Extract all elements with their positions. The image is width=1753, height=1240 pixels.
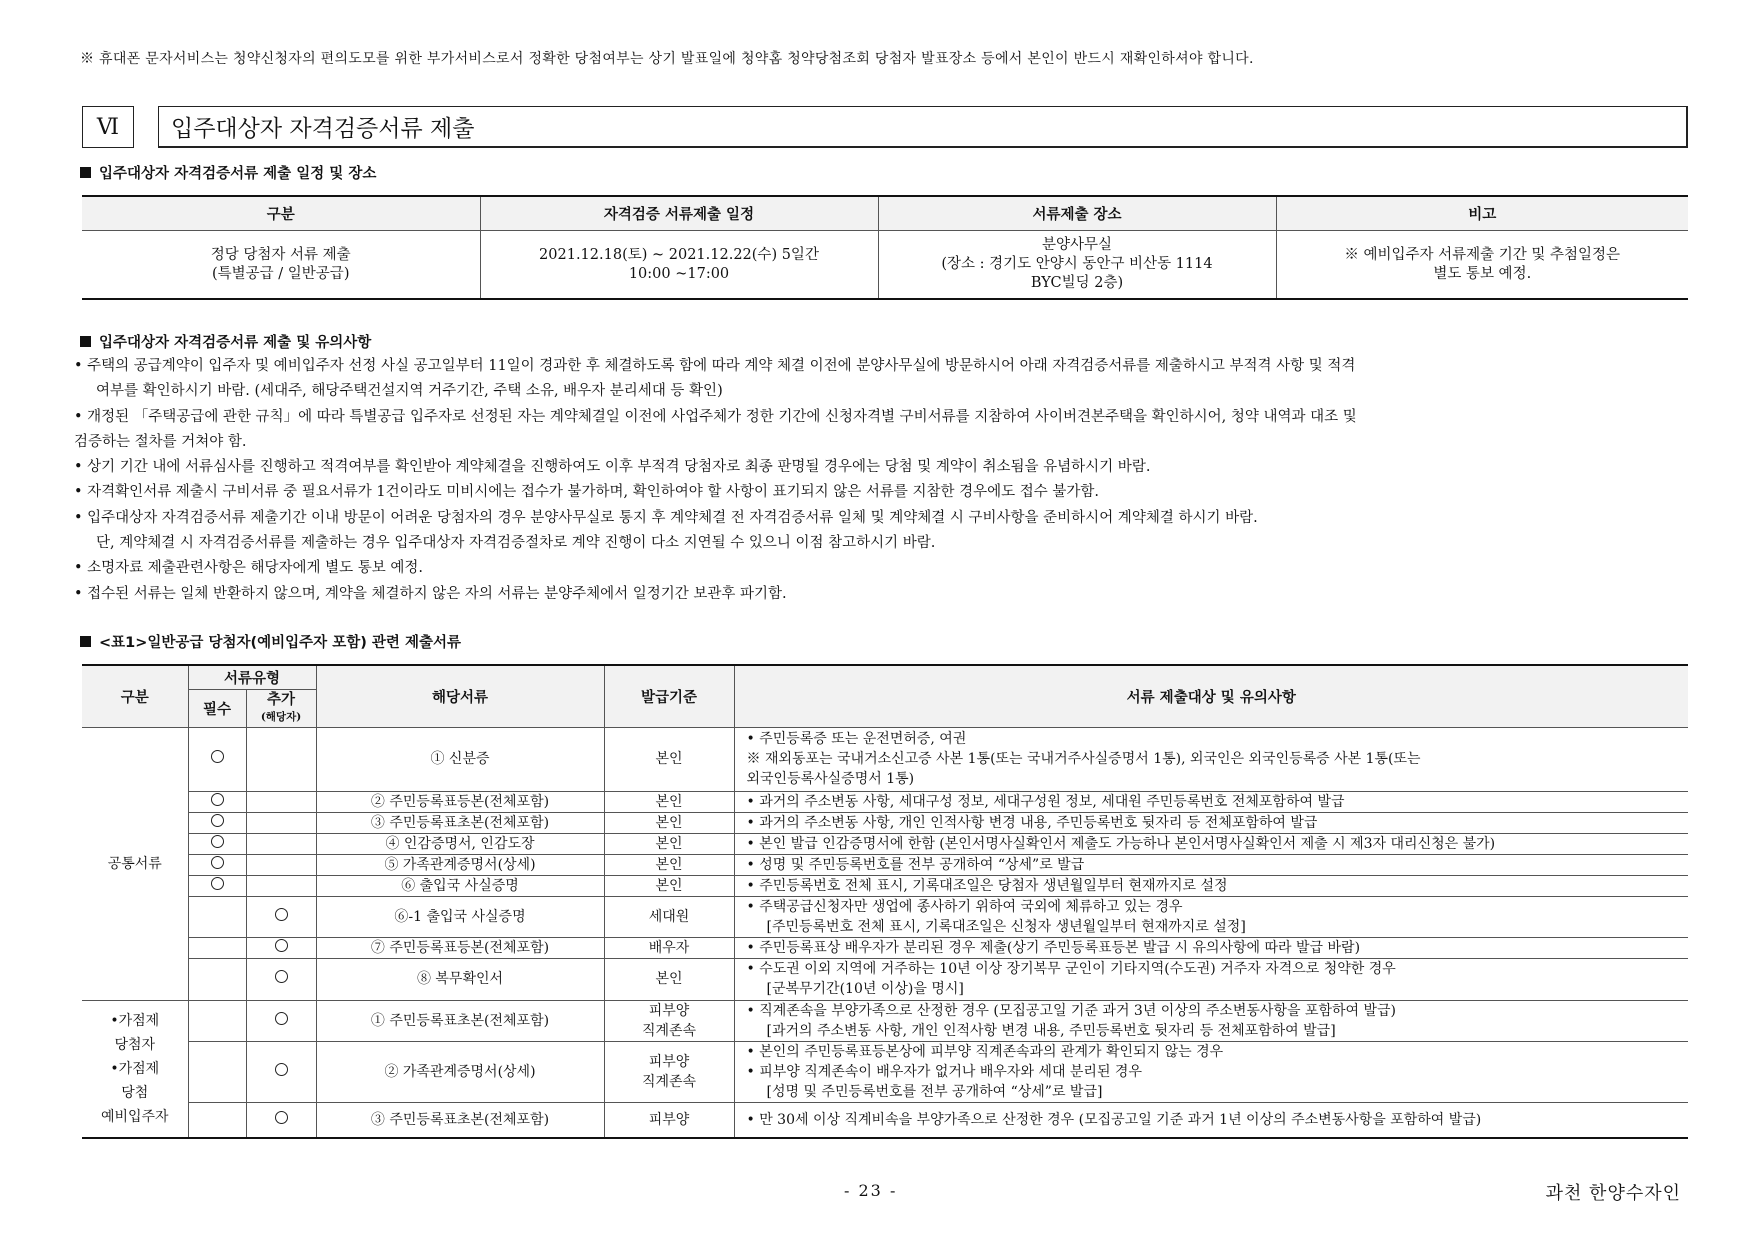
circle-mark-icon: [275, 970, 288, 983]
issuer-line: 피부양: [648, 1002, 690, 1019]
lottery-label-line: 당첨자: [114, 1036, 156, 1053]
notes-cell: [734, 791, 1688, 812]
type-mark-cell: [246, 791, 316, 812]
type-mark-cell: [188, 833, 246, 854]
notes-cell: [734, 937, 1688, 958]
type-mark-cell: [188, 896, 246, 937]
notes-cell: [734, 833, 1688, 854]
schedule-header: 자격검증 서류제출 일정: [480, 196, 878, 231]
section-number: Ⅵ: [82, 106, 134, 148]
notes-cell: [734, 727, 1688, 791]
header-issuer: 발급기준: [604, 665, 734, 727]
issuer-cell: 본인: [604, 812, 734, 833]
table-row: [82, 1000, 1688, 1041]
note-line: [주민등록번호 전체 표시, 기록대조일은 신청자 생년월일부터 현재까지로 설정]: [766, 918, 1246, 935]
precaution-line: • 주택의 공급계약이 입주자 및 예비입주자 선정 사실 공고일부터 11일이 경과한 후 체결하도록 함에 따라 계약 체결 이전에 분양사무실에 방문하시어 아래 자격검증서류를 제출하시고 부적격 사항 및 적격: [74, 358, 1356, 374]
type-mark-cell: [188, 958, 246, 1000]
note-line: • 본인의 주민등록표등본상에 피부양 직계존속과의 관계가 확인되지 않는 경우: [746, 1043, 1224, 1060]
lottery-label-line: •가점제: [110, 1012, 160, 1029]
table-row: [82, 875, 1688, 896]
circle-mark-icon: [275, 908, 288, 921]
table-row: [82, 812, 1688, 833]
type-mark-cell: [188, 791, 246, 812]
note-line: • 과거의 주소변동 사항, 세대구성 정보, 세대구성원 정보, 세대원 주민등록번호 전체포함하여 발급: [746, 793, 1345, 810]
type-mark-cell: [246, 854, 316, 875]
document-name-cell: ③ 주민등록표초본(전체포함): [316, 812, 604, 833]
notes-cell: [734, 896, 1688, 937]
notes-cell: [734, 1102, 1688, 1138]
circle-mark-icon: [275, 1012, 288, 1025]
type-mark-cell: [246, 1000, 316, 1041]
type-mark-cell: [188, 727, 246, 791]
issuer-cell: 본인: [604, 727, 734, 791]
note-line: [성명 및 주민등록번호를 전부 공개하여 “상세”로 발급]: [766, 1083, 1103, 1100]
precaution-line: • 접수된 서류는 일체 반환하지 않으며, 계약을 체결하지 않은 자의 서류는 분양주체에서 일정기간 보관후 파기함.: [74, 585, 787, 602]
schedule-header: 서류제출 장소: [878, 196, 1276, 231]
header-category: 구분: [82, 665, 188, 727]
issuer-cell: [604, 1041, 734, 1102]
documents-table: [82, 664, 1688, 1139]
precaution-line: 단, 계약체결 시 자격검증서류를 제출하는 경우 입주대상자 자격검증절차로 계약 진행이 다소 지연될 수 있으니 이점 참고하시기 바람.: [96, 535, 936, 552]
document-name-cell: ⑥ 출입국 사실증명: [316, 875, 604, 896]
precaution-line: • 자격확인서류 제출시 구비서류 중 필요서류가 1건이라도 미비시에는 접수가 불가하며, 확인하여야 할 사항이 표기되지 않은 서류를 지참한 경우에도 접수 불가함.: [74, 484, 1100, 501]
issuer-cell: [604, 1102, 734, 1138]
precaution-line: 검증하는 절차를 거쳐야 함.: [74, 433, 247, 450]
type-mark-cell: [188, 1041, 246, 1102]
schedule-table: [82, 195, 1688, 300]
type-mark-cell: [246, 896, 316, 937]
schedule-heading: 입주대상자 자격검증서류 제출 일정 및 장소: [80, 162, 376, 183]
type-mark-cell: [246, 727, 316, 791]
table-row: [82, 1102, 1688, 1138]
schedule-date-cell: 2021.12.18(토) ~ 2021.12.22(수) 5일간 10:00 ~17:00: [480, 231, 878, 300]
document-name-cell: ⑥-1 출입국 사실증명: [316, 896, 604, 937]
note-line: ※ 재외동포는 국내거소신고증 사본 1통(또는 국내거주사실증명서 1통), 외국인은 외국인등록증 사본 1통(또는: [746, 751, 1421, 767]
section-title: 입주대상자 자격검증서류 제출: [158, 106, 1688, 148]
circle-mark-icon: [275, 1063, 288, 1076]
document-name-cell: ① 주민등록표초본(전체포함): [316, 1000, 604, 1041]
docs-heading: <표1>일반공급 당첨자(예비입주자 포함) 관련 제출서류: [80, 631, 461, 652]
circle-mark-icon: [211, 750, 224, 763]
precaution-line: • 개정된 「주택공급에 관한 규칙」에 따라 특별공급 입주자로 선정된 자는 계약체결일 이전에 사업주체가 정한 기간에 신청자격별 구비서류를 지참하여 사이버견본주택을 확인하시어, 청약 내역과 대조 및: [74, 408, 1357, 425]
notes-cell: [734, 854, 1688, 875]
issuer-cell: 세대원: [604, 896, 734, 937]
document-name-cell: ② 가족관계증명서(상세): [316, 1041, 604, 1102]
precaution-line: 여부를 확인하시기 바람. (세대주, 해당주택건설지역 거주기간, 주택 소유, 배우자 분리세대 등 확인): [96, 383, 723, 400]
issuer-cell: 배우자: [604, 937, 734, 958]
type-mark-cell: [188, 1000, 246, 1041]
issuer-cell: 본인: [604, 958, 734, 1000]
document-name-cell: ① 신분증: [316, 727, 604, 791]
note-line: • 주민등록증 또는 운전면허증, 여권: [746, 731, 967, 747]
type-mark-cell: [188, 1102, 246, 1138]
document-name-cell: ③ 주민등록표초본(전체포함): [316, 1102, 604, 1138]
circle-mark-icon: [211, 856, 224, 869]
table-row: [82, 1041, 1688, 1102]
lottery-label-line: 예비입주자: [100, 1108, 169, 1125]
circle-mark-icon: [275, 1111, 288, 1124]
type-mark-cell: [246, 833, 316, 854]
document-name-cell: ② 주민등록표등본(전체포함): [316, 791, 604, 812]
precaution-line: • 입주대상자 자격검증서류 제출기간 이내 방문이 어려운 당첨자의 경우 분양사무실로 통지 후 계약체결 전 자격검증서류 일체 및 계약체결 시 구비사항을 준비하시어 계약체결 하시기 바람.: [74, 509, 1258, 526]
notes-cell: [734, 875, 1688, 896]
issuer-cell: 본인: [604, 854, 734, 875]
issuer-cell: 본인: [604, 791, 734, 812]
note-line: • 수도권 이외 지역에 거주하는 10년 이상 장기복무 군인이 기타지역(수도권) 거주자 자격으로 청약한 경우: [746, 961, 1396, 977]
document-name-cell: ④ 인감증명서, 인감도장: [316, 833, 604, 854]
note-line: • 주민등록번호 전체 표시, 기록대조일은 당첨자 생년월일부터 현재까지로 설정: [746, 877, 1228, 894]
table-row: [82, 958, 1688, 1000]
schedule-type-cell: 정당 당첨자 서류 제출 (특별공급 / 일반공급): [82, 231, 480, 300]
square-bullet-icon: [80, 167, 91, 178]
issuer-cell: [604, 1000, 734, 1041]
note-line: 외국인등록사실증명서 1통): [746, 771, 915, 787]
schedule-place-cell: 분양사무실 (장소 : 경기도 안양시 동안구 비산동 1114 BYC빌딩 2층): [878, 231, 1276, 300]
type-mark-cell: [246, 1041, 316, 1102]
type-mark-cell: [188, 875, 246, 896]
square-bullet-icon: [80, 336, 91, 347]
precautions-list: [74, 354, 1694, 607]
lottery-label-line: •가점제: [110, 1060, 160, 1077]
footer-brand: 과천 한양수자인: [1545, 1183, 1681, 1204]
document-name-cell: ⑧ 복무확인서: [316, 958, 604, 1000]
circle-mark-icon: [211, 814, 224, 827]
issuer-cell: 본인: [604, 875, 734, 896]
table-row: [82, 833, 1688, 854]
header-notes: 서류 제출대상 및 유의사항: [734, 665, 1688, 727]
precaution-line: • 상기 기간 내에 서류심사를 진행하고 적격여부를 확인받아 계약체결을 진행하여도 이후 부적격 당첨자로 최종 판명될 경우에는 당첨 및 계약이 취소됨을 유념하시기 바람.: [74, 459, 1151, 476]
notes-cell: [734, 812, 1688, 833]
issuer-line: 피부양: [648, 1111, 690, 1128]
type-mark-cell: [246, 812, 316, 833]
type-mark-cell: [246, 875, 316, 896]
note-line: • 피부양 직계존속이 배우자가 없거나 배우자와 세대 분리된 경우: [746, 1063, 1142, 1080]
issuer-line: 직계존속: [641, 1022, 697, 1039]
note-line: • 만 30세 이상 직계비속을 부양가족으로 산정한 경우 (모집공고일 기준 과거 1년 이상의 주소변동사항을 포함하여 발급): [746, 1111, 1482, 1128]
notes-cell: [734, 958, 1688, 1000]
notes-cell: [734, 1041, 1688, 1102]
note-line: • 주민등록표상 배우자가 분리된 경우 제출(상기 주민등록표등본 발급 시 유의사항에 따라 발급 바람): [746, 939, 1361, 956]
issuer-cell: 본인: [604, 833, 734, 854]
note-line: • 직계존속을 부양가족으로 산정한 경우 (모집공고일 기준 과거 3년 이상의 주소변동사항을 포함하여 발급): [746, 1002, 1396, 1019]
table-row: [82, 854, 1688, 875]
note-line: • 주택공급신청자만 생업에 종사하기 위하여 국외에 체류하고 있는 경우: [746, 898, 1183, 915]
issuer-line: 피부양: [648, 1053, 690, 1070]
table-row: [82, 937, 1688, 958]
type-mark-cell: [246, 1102, 316, 1138]
page-number: - 23 -: [844, 1181, 898, 1200]
header-required: 필수: [188, 689, 246, 727]
note-line: • 성명 및 주민등록번호를 전부 공개하여 “상세”로 발급: [746, 856, 1085, 873]
table-row: [82, 727, 1688, 791]
circle-mark-icon: [211, 835, 224, 848]
type-mark-cell: [188, 812, 246, 833]
circle-mark-icon: [211, 877, 224, 890]
circle-mark-icon: [275, 939, 288, 952]
table-row: [82, 896, 1688, 937]
note-line: • 과거의 주소변동 사항, 개인 인적사항 변경 내용, 주민등록번호 뒷자리 등 전체포함하여 발급: [746, 814, 1318, 831]
precaution-line: • 소명자료 제출관련사항은 해당자에게 별도 통보 예정.: [74, 560, 423, 577]
notes-cell: [734, 1000, 1688, 1041]
type-mark-cell: [246, 958, 316, 1000]
type-mark-cell: [188, 937, 246, 958]
common-docs-label: 공통서류: [82, 727, 188, 1000]
table-row: [82, 791, 1688, 812]
precautions-heading: 입주대상자 자격검증서류 제출 및 유의사항: [80, 331, 371, 352]
note-line: [과거의 주소변동 사항, 개인 인적사항 변경 내용, 주민등록번호 뒷자리 등 전체포함하여 발급]: [766, 1022, 1336, 1039]
schedule-header: 구분: [82, 196, 480, 231]
square-bullet-icon: [80, 636, 91, 647]
circle-mark-icon: [211, 793, 224, 806]
document-name-cell: ⑤ 가족관계증명서(상세): [316, 854, 604, 875]
lottery-docs-label: [82, 1000, 188, 1138]
issuer-line: 직계존속: [641, 1073, 697, 1090]
schedule-note-cell: ※ 예비입주자 서류제출 기간 및 추첨일정은 별도 통보 예정.: [1276, 231, 1688, 300]
sms-notice: ※ 휴대폰 문자서비스는 청약신청자의 편의도모를 위한 부가서비스로서 정확한 당첨여부는 상기 발표일에 청약홈 청약당첨조회 당첨자 발표장소 등에서 본인이 반드시 재확인하셔야 합니다.: [80, 51, 1254, 67]
header-doc-type: 서류유형: [188, 665, 316, 689]
document-name-cell: ⑦ 주민등록표등본(전체포함): [316, 937, 604, 958]
header-additional: 추가 (해당자): [246, 689, 316, 727]
note-line: [군복무기간(10년 이상)을 명시]: [766, 981, 964, 997]
schedule-header: 비고: [1276, 196, 1688, 231]
type-mark-cell: [246, 937, 316, 958]
lottery-label-line: 당첨: [121, 1084, 149, 1101]
note-line: • 본인 발급 인감증명서에 한함 (본인서명사실확인서 제출도 가능하나 본인서명사실확인서 제출 시 제3자 대리신청은 불가): [746, 835, 1496, 852]
header-document: 해당서류: [316, 665, 604, 727]
type-mark-cell: [188, 854, 246, 875]
